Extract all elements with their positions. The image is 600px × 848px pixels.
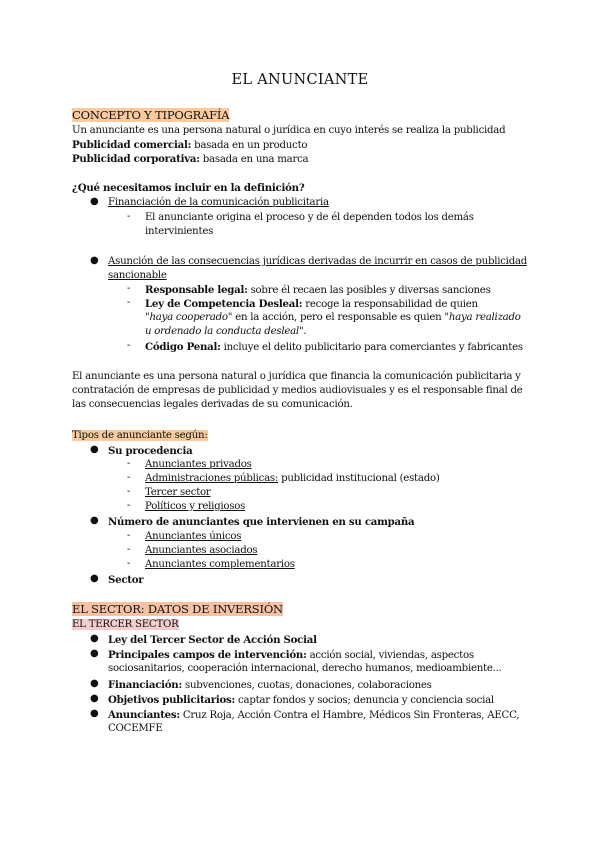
bullet-icon: ● xyxy=(90,515,99,526)
tipos-heading: Tipos de anunciante según: xyxy=(72,430,208,441)
bullet-icon: ● xyxy=(90,678,99,689)
tercer-sector: Tercer sector xyxy=(145,487,211,498)
anunciantes-unicos: Anunciantes únicos xyxy=(145,531,242,542)
definicion-question: ¿Qué necesitamos incluir en la definición? xyxy=(72,182,305,194)
financiacion-sub-line1: El anunciante origina el proceso y de él dependen todos los demás xyxy=(145,212,474,223)
anunciantes-sector: Anunciantes: Cruz Roja, Acción Contra el Hambre, Médicos Sin Fronteras, AECC, xyxy=(108,709,520,721)
anunciantes-asociados: Anunciantes asociados xyxy=(145,545,258,556)
procedencia-item: Su procedencia xyxy=(108,445,193,457)
concepto-heading: CONCEPTO Y TIPOGRAFÍA xyxy=(72,108,230,122)
bullet-icon: ● xyxy=(90,444,99,455)
publicidad-corporativa: Publicidad corporativa: basada en una marca xyxy=(72,153,309,165)
dash-icon: - xyxy=(127,297,131,308)
tercer-sector-subheading: EL TERCER SECTOR xyxy=(72,619,179,630)
asuncion-line1: Asunción de las consecuencias jurídicas derivadas de incurrir en casos de publicidad xyxy=(108,256,528,267)
dash-icon: - xyxy=(127,340,131,351)
dash-icon: - xyxy=(127,544,131,555)
numero-item: Número de anunciantes que intervienen en su campaña xyxy=(108,516,415,528)
document-title: EL ANUNCIANTE xyxy=(231,72,369,88)
asuncion-line2: sancionable xyxy=(108,270,167,281)
summary-line1: El anunciante es una persona natural o jurídica que financia la comunicación publicitaria y xyxy=(72,371,521,382)
anunciantes-sector-line2: COCEMFE xyxy=(108,723,163,734)
bullet-icon: ● xyxy=(90,693,99,704)
responsable-legal: Responsable legal: sobre él recaen las posibles y diversas sanciones xyxy=(145,284,491,296)
dash-icon: - xyxy=(127,458,131,469)
summary-line2: contratación de empresas de publicidad y medios audiovisuales y es el responsable final de xyxy=(72,385,523,396)
publicidad-comercial: Publicidad comercial: basada en un producto xyxy=(72,139,308,151)
summary-line3: las consecuencias legales derivadas de su comunicación. xyxy=(72,399,353,410)
administraciones-publicas: Administraciones públicas: publicidad institucional (estado) xyxy=(145,473,440,484)
concepto-intro: Un anunciante es una persona natural o jurídica en cuyo interés se realiza la publicidad xyxy=(72,125,506,136)
objetivos-publicitarios: Objetivos publicitarios: captar fondos y socios; denuncia y conciencia social xyxy=(108,694,494,706)
codigo-penal: Código Penal: incluye el delito publicitario para comerciantes y fabricantes xyxy=(145,341,523,353)
bullet-icon: ● xyxy=(90,196,99,207)
bullet-icon: ● xyxy=(90,633,99,644)
dash-icon: - xyxy=(127,283,131,294)
financiacion-item: Financiación de la comunicación publicitaria xyxy=(108,197,329,208)
dash-icon: - xyxy=(127,472,131,483)
ley-competencia-line3: u ordenado la conducta desleal". xyxy=(145,326,307,337)
ley-tercer-sector: Ley del Tercer Sector de Acción Social xyxy=(108,634,317,646)
ley-competencia: Ley de Competencia Desleal: recoge la responsabilidad de quien xyxy=(145,298,478,310)
bullet-icon: ● xyxy=(90,573,99,584)
politicos-religiosos: Políticos y religiosos xyxy=(145,501,246,512)
anunciantes-complementarios: Anunciantes complementarios xyxy=(145,559,295,570)
financiacion-sector: Financiación: subvenciones, cuotas, donaciones, colaboraciones xyxy=(108,679,432,691)
dash-icon: - xyxy=(127,500,131,511)
campos-intervencion-line2: sociosanitarios, cooperación internacional, derecho humanos, medioambiente... xyxy=(108,663,502,674)
dash-icon: - xyxy=(127,211,131,222)
ley-competencia-line2: "haya cooperado" en la acción, pero el responsable es quien "haya realizado xyxy=(145,312,521,323)
dash-icon: - xyxy=(127,530,131,541)
sector-item: Sector xyxy=(108,574,144,586)
campos-intervencion: Principales campos de intervención: acción social, viviendas, aspectos xyxy=(108,649,474,661)
dash-icon: - xyxy=(127,486,131,497)
bullet-icon: ● xyxy=(90,708,99,719)
sector-heading: EL SECTOR: DATOS DE INVERSIÓN xyxy=(72,602,283,616)
dash-icon: - xyxy=(127,558,131,569)
anunciantes-privados: Anunciantes privados xyxy=(145,459,252,470)
financiacion-sub-line2: intervinientes xyxy=(145,226,214,237)
bullet-icon: ● xyxy=(90,648,99,659)
bullet-icon: ● xyxy=(90,255,99,266)
